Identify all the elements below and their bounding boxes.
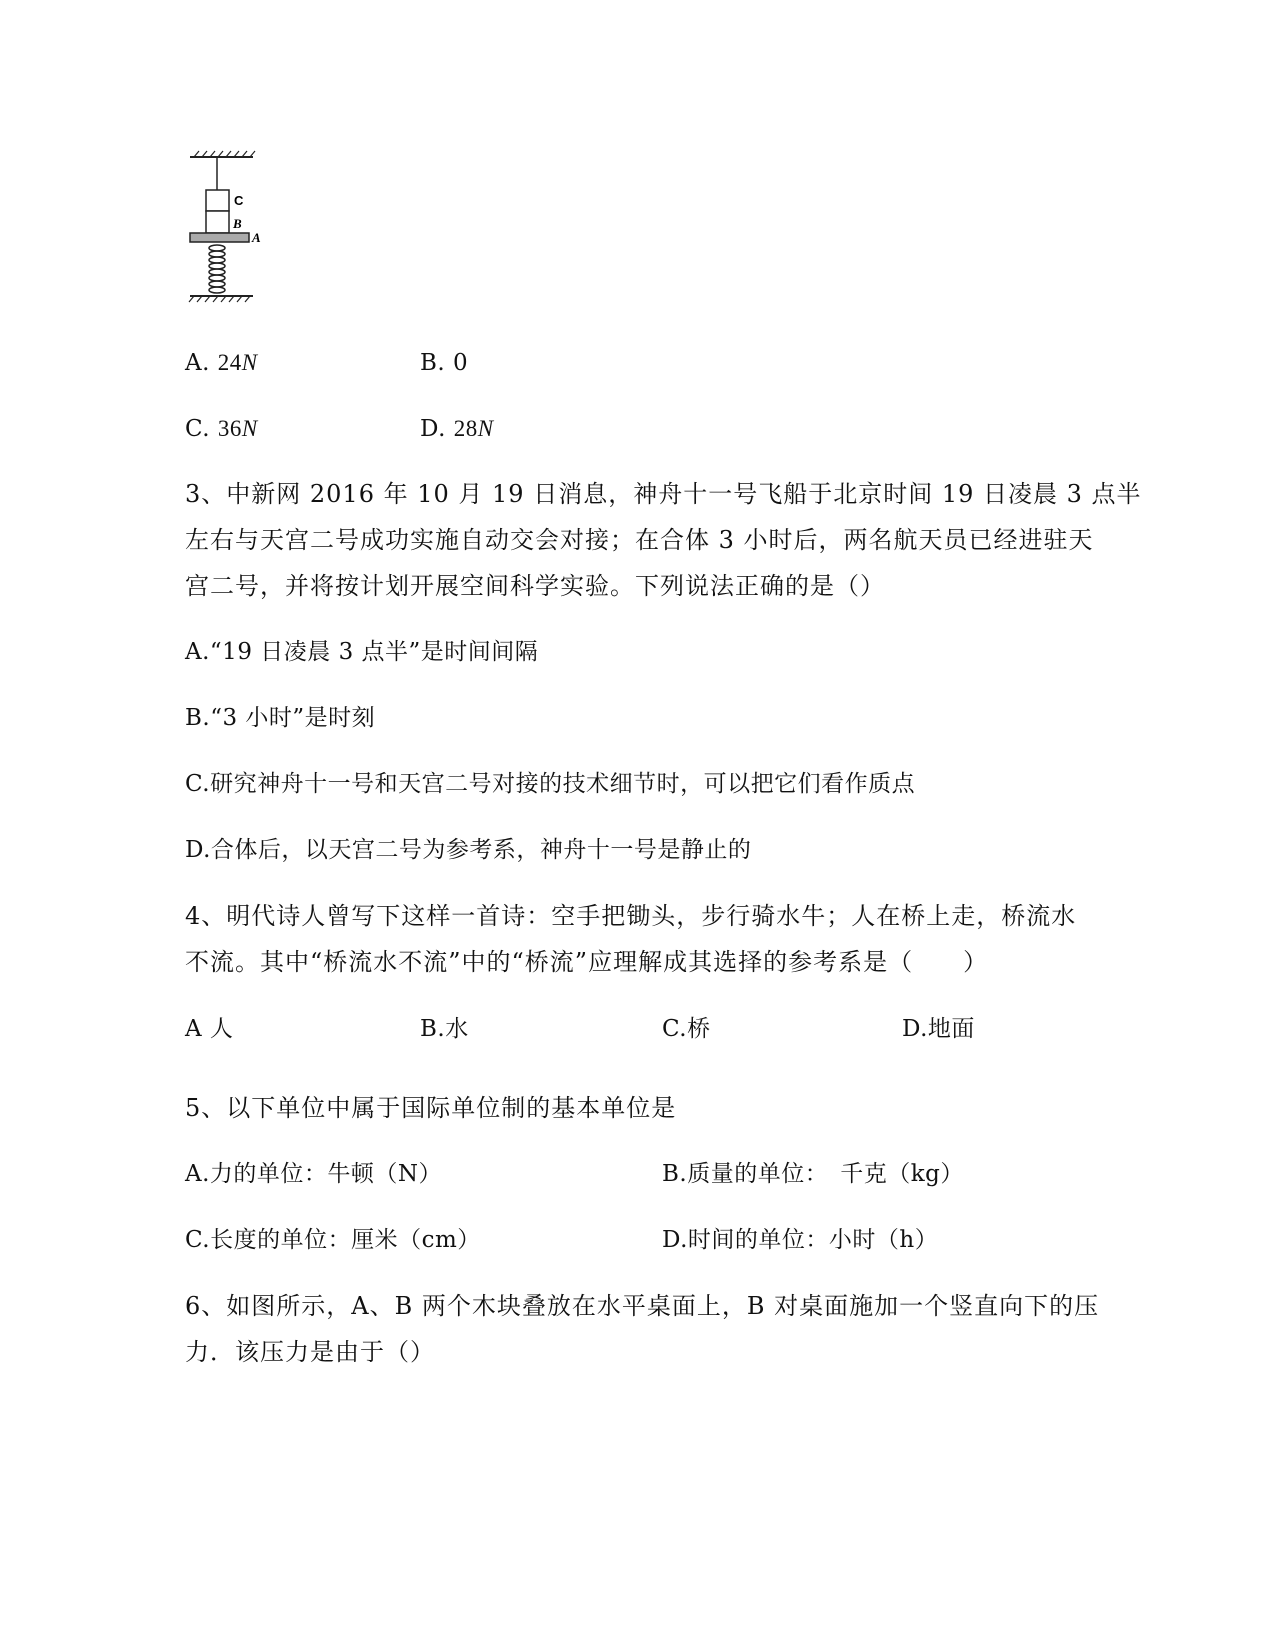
q2-option-a-value: 24 <box>217 350 242 375</box>
q2-option-a-unit: N <box>241 350 258 375</box>
q2-option-c-value: 36 <box>217 416 242 441</box>
q4-option-a: A 人 <box>185 1016 234 1042</box>
label-a: A <box>252 230 261 245</box>
q3-option-a: A.“19 日凌晨 3 点半”是时间间隔 <box>185 639 539 665</box>
q2-option-a: A. 24N <box>185 350 258 376</box>
q4-stem-line1: 4、明代诗人曾写下这样一首诗：空手把锄头，步行骑水牛；人在桥上走，桥流水 <box>185 902 1077 930</box>
q2-option-b: B. 0 <box>420 350 469 376</box>
label-c: C <box>234 193 244 208</box>
q5-stem: 5、以下单位中属于国际单位制的基本单位是 <box>185 1094 677 1122</box>
q6-stem-line2: 力．该压力是由于（） <box>185 1338 435 1366</box>
q5-option-d: D.时间的单位：小时（h） <box>662 1227 939 1253</box>
q5-option-a: A.力的单位：牛顿（N） <box>185 1161 443 1187</box>
q3-stem-line3: 宫二号，并将按计划开展空间科学实验。下列说法正确的是（） <box>185 572 885 600</box>
q2-option-d-unit: N <box>477 416 494 441</box>
q3-option-b: B.“3 小时”是时刻 <box>185 705 376 731</box>
q5-option-b: B.质量的单位： 千克（kg） <box>662 1161 964 1187</box>
q3-option-d: D.合体后，以天宫二号为参考系，神舟十一号是静止的 <box>185 837 752 863</box>
q2-option-d: D. 28N <box>420 416 494 442</box>
q4-option-c: C.桥 <box>662 1016 711 1042</box>
q4-stem-line2: 不流。其中“桥流水不流”中的“桥流”应理解成其选择的参考系是（ ） <box>185 948 989 976</box>
q3-stem-line2: 左右与天宫二号成功实施自动交会对接；在合体 3 小时后，两名航天员已经进驻天 <box>185 526 1094 554</box>
spring-block-figure <box>185 150 275 314</box>
q2-option-c-unit: N <box>241 416 258 441</box>
q2-option-c: C. 36N <box>185 416 258 442</box>
q4-option-d: D.地面 <box>902 1016 975 1042</box>
q3-option-c: C.研究神舟十一号和天宫二号对接的技术细节时，可以把它们看作质点 <box>185 771 916 797</box>
q6-stem-line1: 6、如图所示，A、B 两个木块叠放在水平桌面上，B 对桌面施加一个竖直向下的压 <box>185 1292 1100 1320</box>
q5-option-c: C.长度的单位：厘米（cm） <box>185 1227 481 1253</box>
spring-diagram <box>185 150 275 310</box>
label-b: B <box>233 216 242 231</box>
q2-option-d-value: 28 <box>453 416 478 441</box>
q4-option-b: B.水 <box>420 1016 469 1042</box>
q3-stem-line1: 3、中新网 2016 年 10 月 19 日消息，神舟十一号飞船于北京时间 19 日凌晨 3 点半 <box>185 480 1142 508</box>
